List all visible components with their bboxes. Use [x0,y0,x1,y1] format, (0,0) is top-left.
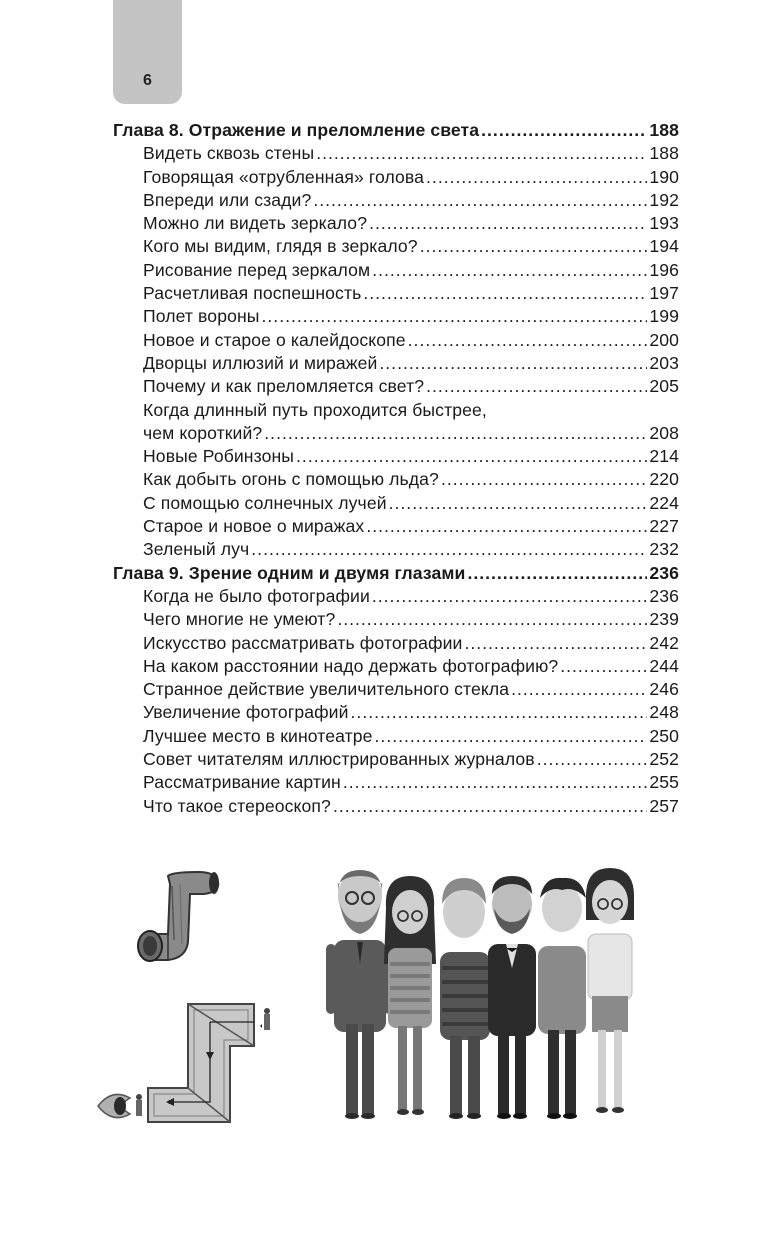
toc-entry-title: На каком расстоянии надо держать фотографию? [143,655,559,676]
toc-entry [113,772,679,795]
toc-entry-title: Рассматривание картин [143,772,341,793]
toc-entry [113,236,679,259]
toc-chapter-entry [113,563,679,586]
toc-entry [113,633,679,656]
toc-entry-page: 255 [649,772,679,793]
toc-dot-leader [372,586,647,607]
toc-entry-title: Странное действие увеличительного стекла [143,679,510,700]
toc-entry [113,260,679,283]
toc-entry-page: 192 [649,189,679,210]
toc-dot-leader [316,143,647,164]
toc-dot-leader [560,656,647,677]
toc-dot-leader [511,679,647,700]
toc-entry-title: Почему и как преломляется свет? [143,376,425,397]
toc-entry [113,423,679,446]
toc-dot-leader [264,423,647,444]
toc-entry-title: Лучшее место в кинотеатре [143,725,373,746]
toc-dot-leader [343,772,648,793]
toc-entry [113,353,679,376]
toc-dot-leader [389,493,648,514]
toc-entry-page: 236 [649,562,679,583]
toc-entry [113,213,679,236]
page-number-tab [113,0,182,104]
toc-entry [113,516,679,539]
toc-entry-page: 214 [649,446,679,467]
toc-entry-page: 236 [649,585,679,606]
toc-entry [113,539,679,562]
toc-dot-leader [372,260,647,281]
toc-entry-title: Когда длинный путь проходится быстрее, [143,399,487,420]
toc-entry-page: 196 [649,259,679,280]
toc-dot-leader [408,330,648,351]
toc-entry [113,796,679,819]
toc-entry [113,306,679,329]
toc-entry-page: 232 [649,539,679,560]
toc-entry-title: Что такое стереоскоп? [143,795,331,816]
toc-entry [113,400,679,423]
toc-entry-title: Когда не было фотографии [143,585,370,606]
toc-chapter-entry [113,120,679,143]
toc-entry-page: 220 [649,469,679,490]
toc-entry-title: Расчетливая поспешность [143,283,362,304]
toc-entry-page: 257 [649,795,679,816]
toc-entry-page: 188 [649,120,679,140]
toc-dot-leader [251,539,647,560]
toc-entry [113,446,679,469]
toc-entry-title: Полет вороны [143,306,260,327]
toc-entry [113,586,679,609]
toc-dot-leader [313,190,647,211]
toc-dot-leader [464,633,647,654]
toc-entry-page: 224 [649,492,679,513]
toc-entry-title: Старое и новое о миражах [143,516,365,537]
toc-entry-page: 248 [649,702,679,723]
toc-dot-leader [296,446,647,467]
toc-entry-title: Новое и старое о калейдоскопе [143,329,406,350]
toc-dot-leader [363,283,647,304]
toc-entry [113,330,679,353]
toc-entry-page: 203 [649,352,679,373]
toc-entry-page: 194 [649,236,679,257]
person-man-spiky-hair [538,878,586,1119]
toc-entry [113,749,679,772]
toc-entry-page: 188 [649,143,679,164]
toc-entry [113,283,679,306]
toc-dot-leader [375,726,648,747]
toc-entry-page: 200 [649,329,679,350]
toc-entry-title: Чего многие не умеют? [143,609,336,630]
toc-entry-title: Впереди или сзади? [143,189,312,210]
toc-entry-title: Говорящая «отрубленная» голова [143,166,425,187]
toc-entry-title: чем короткий? [143,422,263,443]
person-bearded-man [326,870,394,1119]
toc-entry-title: Глава 8. Отражение и преломление света [113,120,480,140]
toc-entry-title: Видеть сквозь стены [143,143,315,164]
toc-entry [113,190,679,213]
toc-entry-title: С помощью солнечных лучей [143,492,387,513]
toc-entry-page: 244 [649,655,679,676]
table-of-contents [113,120,679,819]
toc-dot-leader [467,563,647,584]
toc-entry-title: Совет читателям иллюстрированных журналов [143,749,535,770]
person-man-striped-sweater [440,878,490,1119]
toc-entry [113,609,679,632]
toc-entry-page: 208 [649,422,679,443]
toc-entry [113,679,679,702]
toc-entry-page: 193 [649,213,679,234]
toc-entry-title: Рисование перед зеркалом [143,259,371,280]
toc-entry-page: 190 [649,166,679,187]
toc-entry-title: Увеличение фотографий [143,702,349,723]
toc-dot-leader [366,516,647,537]
toc-entry-title: Дворцы иллюзий и миражей [143,352,378,373]
person-man-tuxedo [488,876,536,1119]
toc-entry-page: 205 [649,376,679,397]
toc-entry [113,143,679,166]
bent-pipe-illustration [128,862,232,974]
toc-entry-page: 197 [649,283,679,304]
toc-entry [113,376,679,399]
toc-entry-page: 199 [649,306,679,327]
toc-entry-title: Можно ли видеть зеркало? [143,213,368,234]
toc-entry-page: 227 [649,516,679,537]
toc-dot-leader [351,702,648,723]
toc-entry [113,469,679,492]
toc-dot-leader [426,167,647,188]
toc-entry-title: Зеленый луч [143,539,250,560]
group-of-six-people-illustration [324,864,644,1126]
toc-entry [113,656,679,679]
person-woman-long-hair [384,876,436,1115]
toc-dot-leader [426,376,647,397]
page-number: 6 [143,72,152,89]
toc-entry-page: 246 [649,679,679,700]
toc-dot-leader [369,213,647,234]
toc-entry [113,167,679,190]
toc-dot-leader [441,469,647,490]
toc-dot-leader [337,609,647,630]
toc-dot-leader [420,236,648,257]
toc-entry-page: 250 [649,725,679,746]
person-woman-bob-hair [586,868,634,1113]
mirror-periscope-diagram [94,1002,280,1126]
toc-entry [113,702,679,725]
toc-dot-leader [262,306,648,327]
toc-entry-title: Искусство рассматривать фотографии [143,632,463,653]
toc-entry-title: Кого мы видим, глядя в зеркало? [143,236,418,257]
toc-entry [113,726,679,749]
toc-dot-leader [537,749,648,770]
toc-entry [113,493,679,516]
toc-dot-leader [379,353,647,374]
toc-entry-title: Глава 9. Зрение одним и двумя глазами [113,562,466,583]
toc-entry-title: Новые Робинзоны [143,446,295,467]
toc-entry-title: Как добыть огонь с помощью льда? [143,469,439,490]
toc-entry-page: 252 [649,749,679,770]
toc-entry-page: 242 [649,632,679,653]
toc-dot-leader [481,120,647,141]
toc-entry-page: 239 [649,609,679,630]
toc-dot-leader [333,796,647,817]
